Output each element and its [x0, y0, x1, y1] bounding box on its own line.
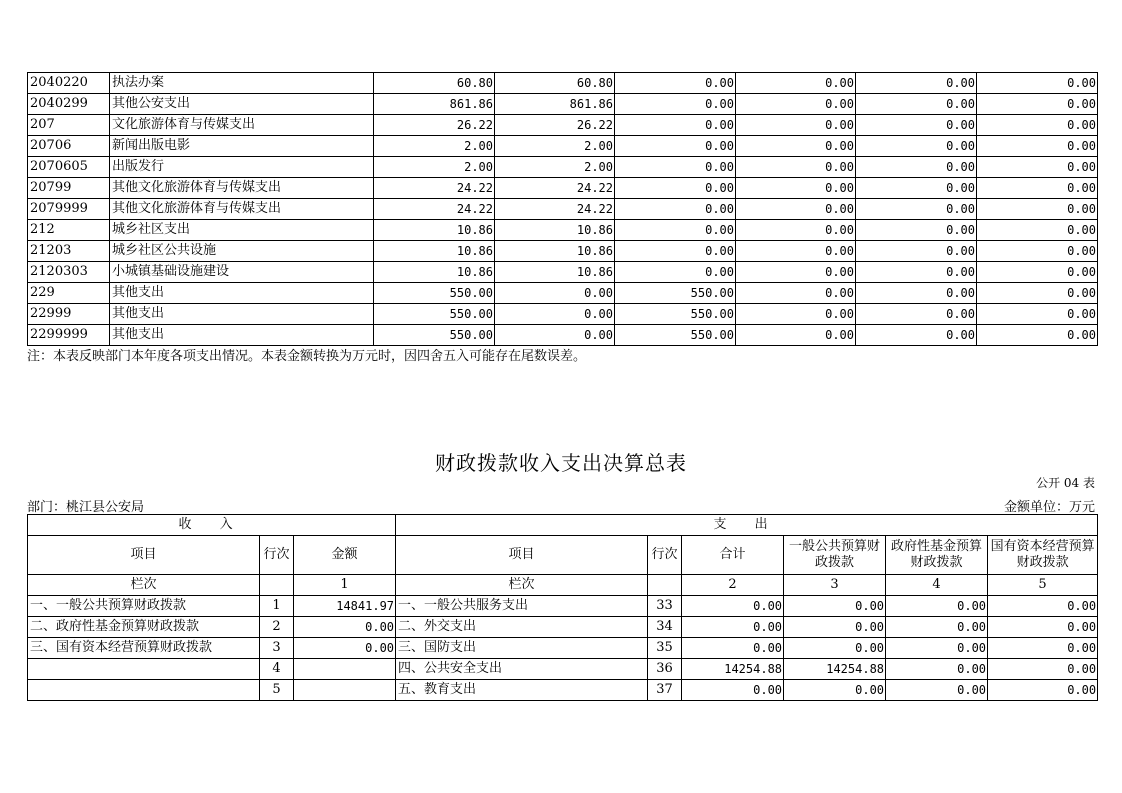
report-title: 财政拨款收入支出决算总表	[435, 451, 687, 475]
amount-cell: 2.00	[374, 136, 495, 157]
expense-row-no: 36	[648, 659, 682, 680]
subject-name: 其他支出	[110, 283, 374, 304]
subject-name: 其他文化旅游体育与传媒支出	[110, 199, 374, 220]
income-item	[28, 659, 260, 680]
col-item2: 项目	[396, 536, 648, 575]
amount-cell: 0.00	[736, 241, 856, 262]
lanci-5: 5	[988, 575, 1098, 596]
expense-state: 0.00	[988, 680, 1098, 701]
subject-code: 2079999	[28, 199, 110, 220]
amount-cell: 0.00	[736, 199, 856, 220]
income-amount: 14841.97	[294, 596, 396, 617]
expense-row-no: 35	[648, 638, 682, 659]
table-row	[28, 262, 1098, 283]
expense-state: 0.00	[988, 659, 1098, 680]
expense-state: 0.00	[988, 638, 1098, 659]
amount-cell: 26.22	[495, 115, 615, 136]
table-row	[28, 680, 1098, 701]
table-row	[28, 325, 1098, 346]
table-row	[28, 157, 1098, 178]
lanci-2: 2	[682, 575, 784, 596]
expense-state: 0.00	[988, 596, 1098, 617]
expense-row-no: 34	[648, 617, 682, 638]
subject-code: 207	[28, 115, 110, 136]
amount-cell: 0.00	[977, 199, 1098, 220]
income-row-no: 3	[260, 638, 294, 659]
amount-cell: 550.00	[615, 304, 736, 325]
expense-general: 0.00	[784, 680, 886, 701]
col-fund: 政府性基金预算财政拨款	[886, 536, 988, 575]
table-note: 注：本表反映部门本年度各项支出情况。本表金额转换为万元时，因四舍五入可能存在尾数误差。	[27, 349, 587, 364]
amount-cell: 0.00	[615, 178, 736, 199]
amount-cell: 0.00	[977, 262, 1098, 283]
expense-fund: 0.00	[886, 680, 988, 701]
expense-total: 0.00	[682, 680, 784, 701]
form-number: 公开 04 表	[1036, 476, 1095, 490]
table-row	[28, 178, 1098, 199]
amount-cell: 0.00	[736, 304, 856, 325]
income-item: 二、政府性基金预算财政拨款	[28, 617, 260, 638]
expense-detail-table	[27, 72, 1098, 346]
expense-fund: 0.00	[886, 596, 988, 617]
expense-total: 0.00	[682, 638, 784, 659]
amount-cell: 0.00	[977, 136, 1098, 157]
amount-cell: 2.00	[495, 136, 615, 157]
income-row-no: 1	[260, 596, 294, 617]
table-row	[28, 596, 1098, 617]
amount-cell: 0.00	[615, 220, 736, 241]
amount-cell: 60.80	[495, 73, 615, 94]
amount-cell: 0.00	[495, 325, 615, 346]
expense-fund: 0.00	[886, 659, 988, 680]
amount-cell: 0.00	[736, 115, 856, 136]
table-row	[28, 638, 1098, 659]
amount-cell: 0.00	[736, 73, 856, 94]
expense-item: 二、外交支出	[396, 617, 648, 638]
amount-cell: 0.00	[856, 94, 977, 115]
amount-cell: 0.00	[736, 94, 856, 115]
table-row	[28, 283, 1098, 304]
income-item: 一、一般公共预算财政拨款	[28, 596, 260, 617]
expense-general: 0.00	[784, 638, 886, 659]
table-row	[28, 115, 1098, 136]
amount-cell: 24.22	[495, 199, 615, 220]
amount-cell: 24.22	[495, 178, 615, 199]
income-amount: 0.00	[294, 617, 396, 638]
amount-cell: 26.22	[374, 115, 495, 136]
lanci-1: 1	[294, 575, 396, 596]
income-header: 收 入	[28, 515, 396, 536]
fiscal-summary-table	[27, 514, 1098, 701]
income-item: 三、国有资本经营预算财政拨款	[28, 638, 260, 659]
amount-cell: 0.00	[977, 283, 1098, 304]
amount-cell: 0.00	[736, 283, 856, 304]
amount-cell: 861.86	[495, 94, 615, 115]
expense-row-no: 33	[648, 596, 682, 617]
amount-cell: 24.22	[374, 199, 495, 220]
expense-item: 三、国防支出	[396, 638, 648, 659]
col-item: 项目	[28, 536, 260, 575]
lanci-3: 3	[784, 575, 886, 596]
expense-item: 四、公共安全支出	[396, 659, 648, 680]
income-item	[28, 680, 260, 701]
lanci-label-2: 栏次	[396, 575, 648, 596]
col-row: 行次	[260, 536, 294, 575]
amount-cell: 550.00	[615, 325, 736, 346]
income-row-no: 2	[260, 617, 294, 638]
amount-cell: 0.00	[615, 199, 736, 220]
amount-cell: 0.00	[615, 94, 736, 115]
income-row-no: 5	[260, 680, 294, 701]
amount-cell: 550.00	[374, 283, 495, 304]
amount-cell: 0.00	[736, 136, 856, 157]
subject-name: 执法办案	[110, 73, 374, 94]
amount-cell: 60.80	[374, 73, 495, 94]
amount-cell: 24.22	[374, 178, 495, 199]
amount-cell: 0.00	[615, 157, 736, 178]
amount-unit-label: 金额单位：万元	[1003, 500, 1095, 515]
amount-cell: 0.00	[856, 220, 977, 241]
expense-general: 14254.88	[784, 659, 886, 680]
amount-cell: 2.00	[495, 157, 615, 178]
amount-cell: 0.00	[736, 220, 856, 241]
amount-cell: 0.00	[856, 283, 977, 304]
amount-cell: 10.86	[374, 241, 495, 262]
table-row	[28, 136, 1098, 157]
subject-code: 2040220	[28, 73, 110, 94]
amount-cell: 0.00	[856, 73, 977, 94]
subject-code: 21203	[28, 241, 110, 262]
income-row-no: 4	[260, 659, 294, 680]
subject-code: 2299999	[28, 325, 110, 346]
col-row2: 行次	[648, 536, 682, 575]
amount-cell: 0.00	[736, 157, 856, 178]
table-row	[28, 241, 1098, 262]
subject-code: 2120303	[28, 262, 110, 283]
expense-fund: 0.00	[886, 638, 988, 659]
table-row	[28, 73, 1098, 94]
expense-state: 0.00	[988, 617, 1098, 638]
expense-general: 0.00	[784, 617, 886, 638]
subject-name: 其他支出	[110, 304, 374, 325]
subject-name: 城乡社区支出	[110, 220, 374, 241]
amount-cell: 0.00	[615, 262, 736, 283]
table-row	[28, 617, 1098, 638]
amount-cell: 0.00	[977, 115, 1098, 136]
amount-cell: 0.00	[856, 115, 977, 136]
amount-cell: 0.00	[495, 304, 615, 325]
income-amount	[294, 659, 396, 680]
amount-cell: 0.00	[736, 262, 856, 283]
subject-name: 其他文化旅游体育与传媒支出	[110, 178, 374, 199]
income-amount: 0.00	[294, 638, 396, 659]
column-header-row	[28, 536, 1098, 575]
subject-code: 2070605	[28, 157, 110, 178]
amount-cell: 550.00	[374, 304, 495, 325]
amount-cell: 0.00	[856, 157, 977, 178]
amount-cell: 2.00	[374, 157, 495, 178]
amount-cell: 0.00	[977, 220, 1098, 241]
subject-code: 212	[28, 220, 110, 241]
amount-cell: 0.00	[977, 73, 1098, 94]
department-label: 部门：桃江县公安局	[27, 500, 145, 515]
subject-name: 城乡社区公共设施	[110, 241, 374, 262]
table-row	[28, 199, 1098, 220]
amount-cell: 10.86	[374, 220, 495, 241]
col-amount: 金额	[294, 536, 396, 575]
subject-name: 出版发行	[110, 157, 374, 178]
amount-cell: 861.86	[374, 94, 495, 115]
amount-cell: 0.00	[977, 94, 1098, 115]
lanci-empty	[260, 575, 294, 596]
amount-cell: 0.00	[615, 73, 736, 94]
amount-cell: 550.00	[374, 325, 495, 346]
subject-name: 小城镇基础设施建设	[110, 262, 374, 283]
amount-cell: 0.00	[856, 241, 977, 262]
lanci-row	[28, 575, 1098, 596]
subject-name: 其他公安支出	[110, 94, 374, 115]
expense-total: 14254.88	[682, 659, 784, 680]
subject-code: 22999	[28, 304, 110, 325]
col-total: 合计	[682, 536, 784, 575]
col-general: 一般公共预算财政拨款	[784, 536, 886, 575]
amount-cell: 0.00	[856, 199, 977, 220]
amount-cell: 0.00	[977, 325, 1098, 346]
subject-name: 文化旅游体育与传媒支出	[110, 115, 374, 136]
amount-cell: 0.00	[615, 136, 736, 157]
amount-cell: 0.00	[615, 241, 736, 262]
col-state: 国有资本经营预算财政拨款	[988, 536, 1098, 575]
subject-code: 2040299	[28, 94, 110, 115]
table-row	[28, 659, 1098, 680]
amount-cell: 0.00	[736, 178, 856, 199]
subject-name: 新闻出版电影	[110, 136, 374, 157]
expense-header: 支 出	[396, 515, 1098, 536]
amount-cell: 0.00	[495, 283, 615, 304]
subject-name: 其他支出	[110, 325, 374, 346]
amount-cell: 10.86	[374, 262, 495, 283]
subject-code: 229	[28, 283, 110, 304]
expense-fund: 0.00	[886, 617, 988, 638]
amount-cell: 0.00	[977, 178, 1098, 199]
amount-cell: 0.00	[977, 304, 1098, 325]
amount-cell: 0.00	[856, 262, 977, 283]
amount-cell: 10.86	[495, 262, 615, 283]
expense-general: 0.00	[784, 596, 886, 617]
amount-cell: 0.00	[615, 115, 736, 136]
table-row	[28, 94, 1098, 115]
expense-row-no: 37	[648, 680, 682, 701]
lanci-empty-2	[648, 575, 682, 596]
subject-code: 20799	[28, 178, 110, 199]
amount-cell: 0.00	[856, 136, 977, 157]
expense-total: 0.00	[682, 596, 784, 617]
income-amount	[294, 680, 396, 701]
amount-cell: 0.00	[856, 304, 977, 325]
table-row	[28, 304, 1098, 325]
expense-item: 一、一般公共服务支出	[396, 596, 648, 617]
lanci-label: 栏次	[28, 575, 260, 596]
expense-item: 五、教育支出	[396, 680, 648, 701]
amount-cell: 0.00	[736, 325, 856, 346]
amount-cell: 550.00	[615, 283, 736, 304]
amount-cell: 0.00	[856, 178, 977, 199]
subject-code: 20706	[28, 136, 110, 157]
amount-cell: 0.00	[977, 157, 1098, 178]
lanci-4: 4	[886, 575, 988, 596]
amount-cell: 10.86	[495, 220, 615, 241]
expense-total: 0.00	[682, 617, 784, 638]
section-header-row	[28, 515, 1098, 536]
amount-cell: 0.00	[856, 325, 977, 346]
table-row	[28, 220, 1098, 241]
amount-cell: 10.86	[495, 241, 615, 262]
amount-cell: 0.00	[977, 241, 1098, 262]
